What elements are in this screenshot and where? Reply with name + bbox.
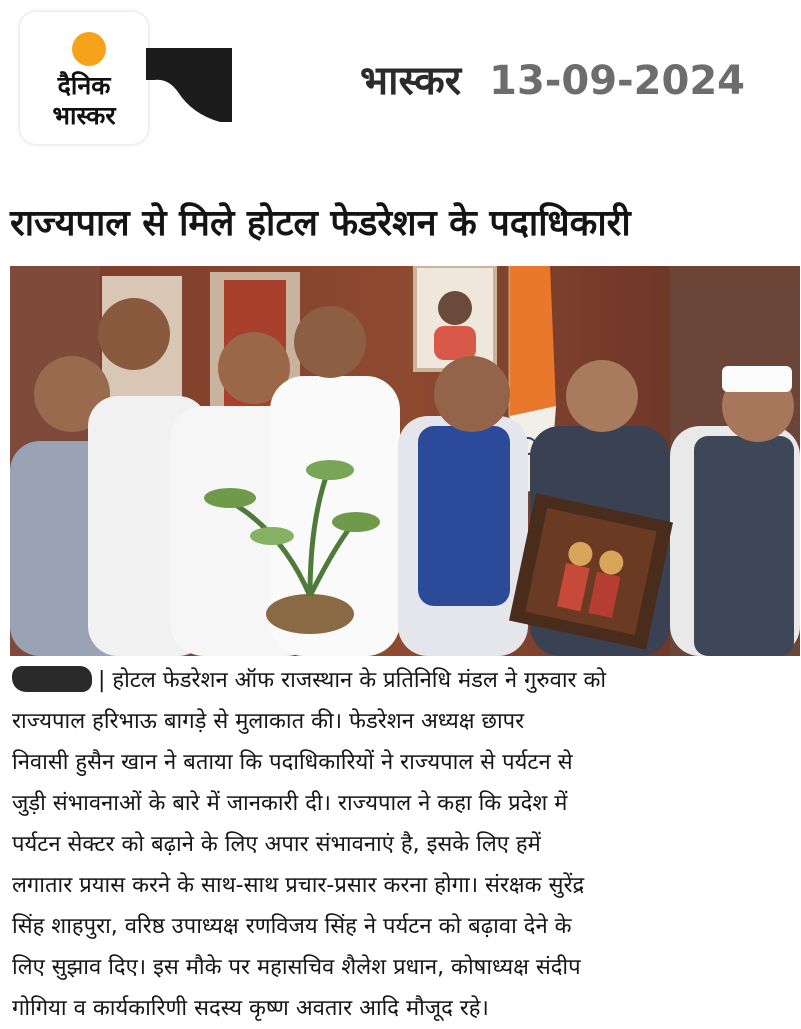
sun-icon	[72, 32, 106, 66]
body-line: गोगिया व कार्यकारिणी सदस्य कृष्ण अवतार आदि मौजूद रहे।	[12, 996, 489, 1021]
logo-line-1: दैनिक	[57, 71, 111, 100]
logo-line-2: भास्कर	[52, 101, 116, 130]
article-headline: राज्यपाल से मिले होटल फेडरेशन के पदाधिकारी	[10, 203, 631, 244]
article-body	[12, 660, 798, 1029]
redaction-mark	[140, 44, 236, 124]
body-line	[12, 660, 798, 701]
body-line-text: | होटल फेडरेशन ऑफ राजस्थान के प्रतिनिधि मंडल ने गुरुवार को	[98, 668, 607, 693]
body-line: लगातार प्रयास करने के साथ-साथ प्रचार-प्रसार करना होगा। संरक्षक सुरेंद्र	[12, 873, 585, 898]
body-line: राज्यपाल हरिभाऊ बागड़े से मुलाकात की। फेडरेशन अध्यक्ष छापर	[12, 709, 525, 734]
masthead	[360, 56, 787, 106]
body-line: पर्यटन सेक्टर को बढ़ाने के लिए अपार संभावनाएं है, इसके लिए हमें	[12, 832, 541, 857]
redaction-mark	[12, 666, 92, 692]
body-line: सिंह शाहपुरा, वरिष्ठ उपाध्यक्ष रणविजय सिंह ने पर्यटन को बढ़ावा देने के	[12, 914, 572, 939]
publication-name: भास्कर	[360, 58, 462, 104]
portrait-icon	[415, 266, 495, 370]
publication-date: 13-09-2024	[489, 58, 745, 104]
body-line: जुड़ी संभावनाओं के बारे में जानकारी दी। राज्यपाल ने कहा कि प्रदेश में	[12, 791, 568, 816]
body-line: निवासी हुसैन खान ने बताया कि पदाधिकारियों ने राज्यपाल से पर्यटन से	[12, 750, 573, 775]
dainik-bhaskar-logo	[20, 12, 148, 144]
body-line: लिए सुझाव दिए। इस मौके पर महासचिव शैलेश प्रधान, कोषाध्यक्ष संदीप	[12, 955, 581, 980]
news-photo	[10, 266, 800, 656]
